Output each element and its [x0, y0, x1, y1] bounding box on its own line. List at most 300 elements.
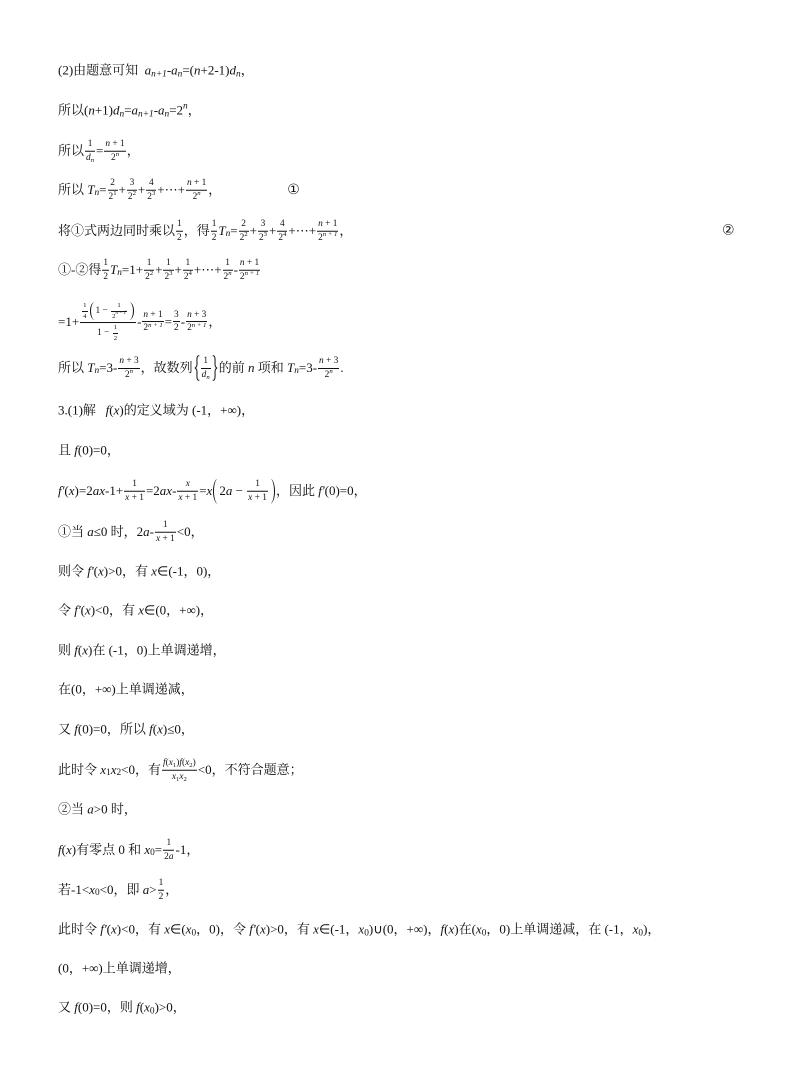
- math-text: +: [137, 181, 146, 197]
- math-text: 又: [58, 999, 75, 1015]
- fraction: [144, 258, 154, 283]
- math-text: −: [232, 482, 247, 498]
- numerator: [258, 219, 268, 231]
- math-text: -: [180, 313, 186, 329]
- superscript: n: [115, 150, 120, 158]
- math-text: ，0)上单调递减，在 (-1，: [486, 921, 633, 937]
- equation-number: ①: [287, 181, 300, 198]
- solution-line: [58, 838, 199, 863]
- solution-line: [58, 178, 300, 203]
- math-variable: T: [286, 359, 295, 375]
- math-variable: x: [632, 921, 639, 937]
- math-text: 将①式两边同时乘以: [58, 222, 176, 238]
- math-variable: x: [85, 602, 91, 618]
- numerator: [124, 479, 145, 491]
- subscript: n: [236, 69, 241, 80]
- math-variable: x: [206, 482, 213, 498]
- superscript: 2: [149, 269, 154, 277]
- math-text: ，因此: [275, 482, 319, 498]
- math-text: -: [172, 482, 177, 498]
- denominator: [158, 890, 165, 903]
- math-variable: a: [144, 62, 152, 78]
- solution-line: [58, 444, 120, 459]
- numerator: [277, 219, 287, 231]
- math-text: + 1: [244, 257, 260, 268]
- math-text: 1: [166, 837, 172, 848]
- math-text: (0)=0，: [77, 442, 120, 458]
- math-text: )>0，有: [265, 921, 314, 937]
- math-variable: f: [136, 999, 140, 1015]
- math-text: (: [106, 921, 112, 937]
- math-text: 2: [223, 271, 229, 282]
- numerator: [317, 219, 338, 231]
- math-variable: T: [218, 222, 226, 238]
- math-text: =: [199, 482, 207, 498]
- solution-line: [58, 923, 660, 938]
- math-text: 则令: [58, 563, 88, 579]
- denominator: [163, 270, 173, 283]
- numerator: [186, 178, 207, 190]
- math-text: + 1: [322, 218, 338, 229]
- math-text: ，得: [183, 222, 210, 238]
- math-text: 2: [124, 369, 130, 380]
- math-text: ，: [208, 313, 222, 329]
- denominator: [223, 270, 233, 283]
- solution-line: [58, 355, 344, 381]
- solution-line: [58, 1001, 186, 1016]
- fraction: [173, 310, 180, 335]
- fraction: [85, 139, 95, 164]
- math-text: (: [139, 999, 145, 1015]
- math-text: <0，即: [99, 881, 143, 897]
- parenthesized-group: [90, 301, 135, 321]
- math-text: 2: [241, 218, 246, 229]
- numerator: [102, 258, 109, 270]
- math-variable: x: [144, 999, 150, 1015]
- denominator: [162, 770, 197, 783]
- math-variable: n: [318, 218, 323, 229]
- numerator: [239, 258, 260, 270]
- fraction: [186, 310, 207, 335]
- math-variable: x: [113, 402, 120, 418]
- subscript: n: [90, 156, 95, 164]
- math-variable: x: [144, 841, 151, 857]
- math-text: -: [233, 261, 238, 277]
- math-text: 1: [185, 257, 191, 268]
- math-text: + 1: [110, 138, 125, 149]
- math-text: )<0，有: [116, 921, 165, 937]
- fraction: [247, 479, 268, 504]
- superscript: n + 1: [191, 321, 207, 329]
- solution-line: [58, 139, 140, 164]
- denominator: [177, 491, 198, 504]
- braced-group: [194, 355, 218, 381]
- subscript: n: [94, 366, 100, 377]
- math-variable: x: [98, 563, 104, 579]
- math-variable: a: [87, 801, 94, 817]
- math-variable: f: [163, 757, 166, 768]
- math-text: 1: [203, 355, 208, 366]
- math-text: +⋯+: [157, 181, 185, 197]
- numerator: [176, 219, 183, 231]
- math-text: + 1: [252, 492, 267, 503]
- math-text: .: [340, 359, 344, 375]
- subscript: 1: [106, 768, 111, 779]
- math-text: + 1: [191, 177, 207, 188]
- math-variable: x: [358, 921, 365, 937]
- math-variable: f: [74, 999, 78, 1015]
- denominator: [186, 190, 207, 203]
- math-text: ②当: [58, 801, 88, 817]
- fraction: [113, 325, 118, 343]
- denominator: [277, 231, 287, 244]
- math-variable: x: [168, 757, 173, 768]
- math-text: =: [164, 313, 173, 329]
- math-text: 此时令: [58, 761, 101, 777]
- subscript: 2: [116, 768, 122, 779]
- math-text: +: [174, 261, 182, 277]
- math-variable: f: [74, 442, 78, 458]
- fraction: [239, 258, 260, 283]
- math-text: (0)=0，则: [77, 999, 137, 1015]
- math-variable: x: [259, 921, 266, 937]
- math-text: 2: [145, 271, 150, 282]
- denominator: [183, 270, 193, 283]
- numerator: [82, 302, 87, 311]
- math-variable: n: [186, 177, 192, 188]
- math-text: 1 −: [97, 328, 112, 339]
- solution-line: [58, 301, 221, 343]
- math-variable: a: [87, 523, 94, 539]
- denominator: [108, 190, 118, 203]
- math-variable: a: [158, 102, 165, 118]
- math-text: 的前: [218, 359, 248, 375]
- math-text: 则: [58, 642, 75, 658]
- math-variable: x: [100, 761, 107, 777]
- math-text: 1: [117, 302, 121, 310]
- math-variable: x: [164, 921, 170, 937]
- math-variable: x: [125, 492, 130, 503]
- math-text: ): [176, 757, 180, 768]
- denominator: [201, 368, 211, 381]
- math-text: (: [255, 921, 260, 937]
- superscript: n: [129, 367, 133, 375]
- solution-line: [58, 258, 261, 283]
- math-text: 2: [127, 191, 133, 202]
- fraction: [80, 301, 136, 343]
- fraction: [177, 479, 198, 504]
- fraction: [124, 479, 145, 504]
- math-text: -: [137, 313, 142, 329]
- math-text: ≤0 时，2: [93, 523, 144, 539]
- math-text: 2: [278, 232, 284, 243]
- numerator: [201, 356, 211, 368]
- denominator: [104, 151, 125, 164]
- math-text: + 1: [182, 492, 198, 503]
- subscript: 0: [150, 848, 155, 859]
- math-text: +2-1): [200, 62, 230, 78]
- denominator: [176, 231, 183, 244]
- math-text: =1+: [121, 261, 144, 277]
- numerator: [111, 302, 127, 311]
- math-variable: x: [313, 921, 319, 937]
- subscript: 2: [183, 775, 187, 783]
- numerator: [173, 310, 180, 322]
- fraction: [146, 178, 156, 203]
- math-text: 1 −: [95, 305, 111, 316]
- math-text: 2: [147, 191, 152, 202]
- math-variable: T: [87, 181, 95, 197]
- math-text: )>0，有: [103, 563, 152, 579]
- math-variable: ax: [92, 482, 105, 498]
- math-text: 2: [113, 335, 118, 343]
- math-variable: x: [111, 921, 117, 937]
- denominator: [239, 231, 249, 244]
- denominator: [113, 333, 118, 343]
- superscript: 1: [113, 189, 117, 197]
- math-text: 2: [108, 191, 114, 202]
- superscript: n: [329, 367, 333, 375]
- math-variable: n: [88, 102, 95, 118]
- math-variable: f': [318, 482, 325, 498]
- math-text: ∈(: [170, 921, 186, 937]
- fraction: [127, 178, 137, 203]
- math-text: =: [124, 102, 132, 118]
- math-text: )在(: [454, 921, 476, 937]
- math-variable: f: [58, 841, 62, 857]
- math-text: 所以(: [58, 102, 89, 118]
- denominator: [127, 190, 137, 203]
- math-text: (: [444, 921, 449, 937]
- math-text: 又: [58, 721, 75, 737]
- math-text: 2: [110, 177, 115, 188]
- math-text: 4: [83, 312, 87, 320]
- math-text: (0)=0，所以: [77, 721, 150, 737]
- math-text: -: [153, 102, 159, 118]
- math-text: 所以: [58, 142, 85, 158]
- solution-line: [58, 962, 181, 977]
- solution-line: [58, 604, 213, 619]
- math-text: 1: [177, 218, 182, 229]
- math-text: 2: [239, 232, 245, 243]
- math-variable: x: [475, 921, 482, 937]
- math-variable: T: [87, 359, 95, 375]
- numerator: [155, 520, 176, 532]
- math-text: 2: [183, 271, 189, 282]
- math-text: =3-: [99, 359, 118, 375]
- subscript: 0: [638, 928, 644, 939]
- math-variable: n: [194, 62, 201, 78]
- numerator: [186, 310, 207, 322]
- math-text: -1，: [175, 841, 200, 857]
- numerator: [158, 878, 165, 890]
- solution-line: [58, 758, 303, 783]
- math-variable: x: [178, 492, 183, 503]
- fraction: [239, 219, 249, 244]
- denominator: [144, 270, 154, 283]
- math-text: 1: [158, 877, 164, 888]
- math-variable: a: [171, 62, 178, 78]
- math-variable: ax: [159, 482, 173, 498]
- math-variable: n: [319, 355, 324, 366]
- math-text: =: [99, 181, 107, 197]
- math-text: )在 (-1，0)上单调递增，: [88, 642, 226, 658]
- math-text: )，: [643, 921, 661, 937]
- math-text: =: [96, 142, 104, 158]
- denominator: [80, 323, 136, 343]
- math-variable: f: [440, 921, 445, 937]
- solution-line: [58, 218, 735, 244]
- math-text: 2: [158, 891, 164, 902]
- subscript: 0: [481, 928, 487, 939]
- math-text: 1: [163, 519, 168, 530]
- math-variable: x: [157, 721, 163, 737]
- math-text: 此时令: [58, 921, 101, 937]
- math-variable: f: [105, 402, 110, 418]
- math-text: ，: [126, 142, 140, 158]
- denominator: [247, 491, 268, 504]
- math-text: ): [192, 757, 196, 768]
- math-text: ∈(0，+∞)，: [144, 602, 214, 618]
- numerator: [85, 139, 95, 151]
- math-text: )有零点 0 和: [71, 841, 145, 857]
- math-variable: n: [143, 309, 149, 320]
- numerator: [142, 310, 163, 322]
- numerator: [104, 139, 125, 151]
- subscript: n: [164, 109, 170, 120]
- math-variable: x: [248, 492, 253, 503]
- superscript: 3: [263, 230, 268, 238]
- solution-line: [58, 803, 137, 818]
- math-text: 2: [211, 232, 217, 243]
- math-text: -1+: [104, 482, 124, 498]
- fraction: [318, 356, 339, 381]
- superscript: 4: [283, 230, 287, 238]
- math-variable: f': [100, 921, 107, 937]
- solution-line: [58, 565, 220, 580]
- subscript: n+1: [138, 109, 154, 120]
- math-text: =2: [145, 482, 160, 498]
- math-text: 3: [260, 218, 266, 229]
- math-variable: x: [89, 881, 95, 897]
- math-text: 2: [164, 271, 170, 282]
- fraction: [163, 838, 174, 863]
- math-text: 1: [132, 478, 137, 489]
- numerator: [144, 258, 154, 270]
- numerator: [163, 258, 173, 270]
- math-text: +1): [94, 102, 114, 118]
- math-text: 2: [143, 323, 149, 334]
- solution-line: [58, 404, 254, 419]
- subscript: 2: [189, 761, 193, 769]
- math-text: )>0，: [154, 999, 186, 1015]
- math-text: =1+: [58, 313, 80, 329]
- fraction: [158, 878, 165, 903]
- math-text: + 1: [148, 309, 163, 320]
- math-text: + 1: [129, 492, 144, 503]
- math-text: (: [152, 721, 158, 737]
- math-variable: f': [249, 921, 256, 937]
- math-text: +⋯+: [193, 261, 222, 277]
- fraction: [142, 310, 163, 335]
- math-variable: f': [87, 563, 94, 579]
- math-text: =: [154, 841, 163, 857]
- math-variable: d: [86, 152, 91, 163]
- fraction: [183, 258, 193, 283]
- math-variable: d: [201, 369, 207, 380]
- math-text: 1: [255, 478, 260, 489]
- math-text: )≤0，: [162, 721, 194, 737]
- math-text: (: [182, 757, 186, 768]
- math-text: >: [149, 881, 157, 897]
- math-variable: a: [168, 851, 174, 862]
- math-variable: x: [185, 478, 190, 489]
- subscript: n: [177, 69, 183, 80]
- math-text: =2: [169, 102, 184, 118]
- numerator: [118, 356, 139, 368]
- fraction: [258, 219, 268, 244]
- numerator: [223, 258, 233, 270]
- math-variable: n: [187, 309, 192, 320]
- math-text: 2: [164, 851, 169, 862]
- denominator: [173, 322, 180, 335]
- superscript: 3: [151, 189, 156, 197]
- denominator: [155, 532, 176, 545]
- denominator: [118, 368, 139, 381]
- fraction: [176, 219, 183, 244]
- math-text: +: [249, 222, 257, 238]
- math-text: 1: [166, 257, 171, 268]
- math-text: 2: [219, 482, 226, 498]
- subscript: 1: [172, 761, 177, 769]
- fraction: [102, 258, 109, 283]
- math-text: ，: [187, 102, 201, 118]
- math-text: ，0)，令: [196, 921, 250, 937]
- superscript: 4: [188, 269, 192, 277]
- fraction: [163, 258, 173, 283]
- subscript: n: [94, 188, 100, 199]
- fraction: [201, 356, 211, 381]
- subscript: 1: [176, 775, 180, 783]
- fraction: [108, 178, 118, 203]
- math-text: 4: [280, 218, 285, 229]
- math-text: +⋯+: [288, 222, 317, 238]
- math-text: =: [230, 222, 238, 238]
- subscript: n: [206, 373, 210, 381]
- math-text: ，: [339, 222, 353, 238]
- math-text: 2: [192, 191, 198, 202]
- math-variable: x: [151, 563, 157, 579]
- math-text: 2: [111, 152, 116, 163]
- math-text: 1: [87, 138, 93, 149]
- math-text: 2: [187, 323, 192, 334]
- math-text: ①当: [58, 523, 88, 539]
- superscript: 2: [132, 189, 136, 197]
- fraction: [223, 258, 233, 283]
- subscript: n: [117, 268, 122, 279]
- superscript: n − 1: [115, 311, 127, 317]
- math-text: <0，: [176, 523, 204, 539]
- numerator: [318, 356, 339, 368]
- fraction: [155, 520, 176, 545]
- math-text: + 3: [323, 355, 339, 366]
- superscript: 2: [244, 230, 248, 238]
- math-text: +: [269, 222, 277, 238]
- denominator: [186, 322, 207, 335]
- numerator: [177, 479, 198, 491]
- math-variable: f: [74, 721, 78, 737]
- fraction: [118, 356, 139, 381]
